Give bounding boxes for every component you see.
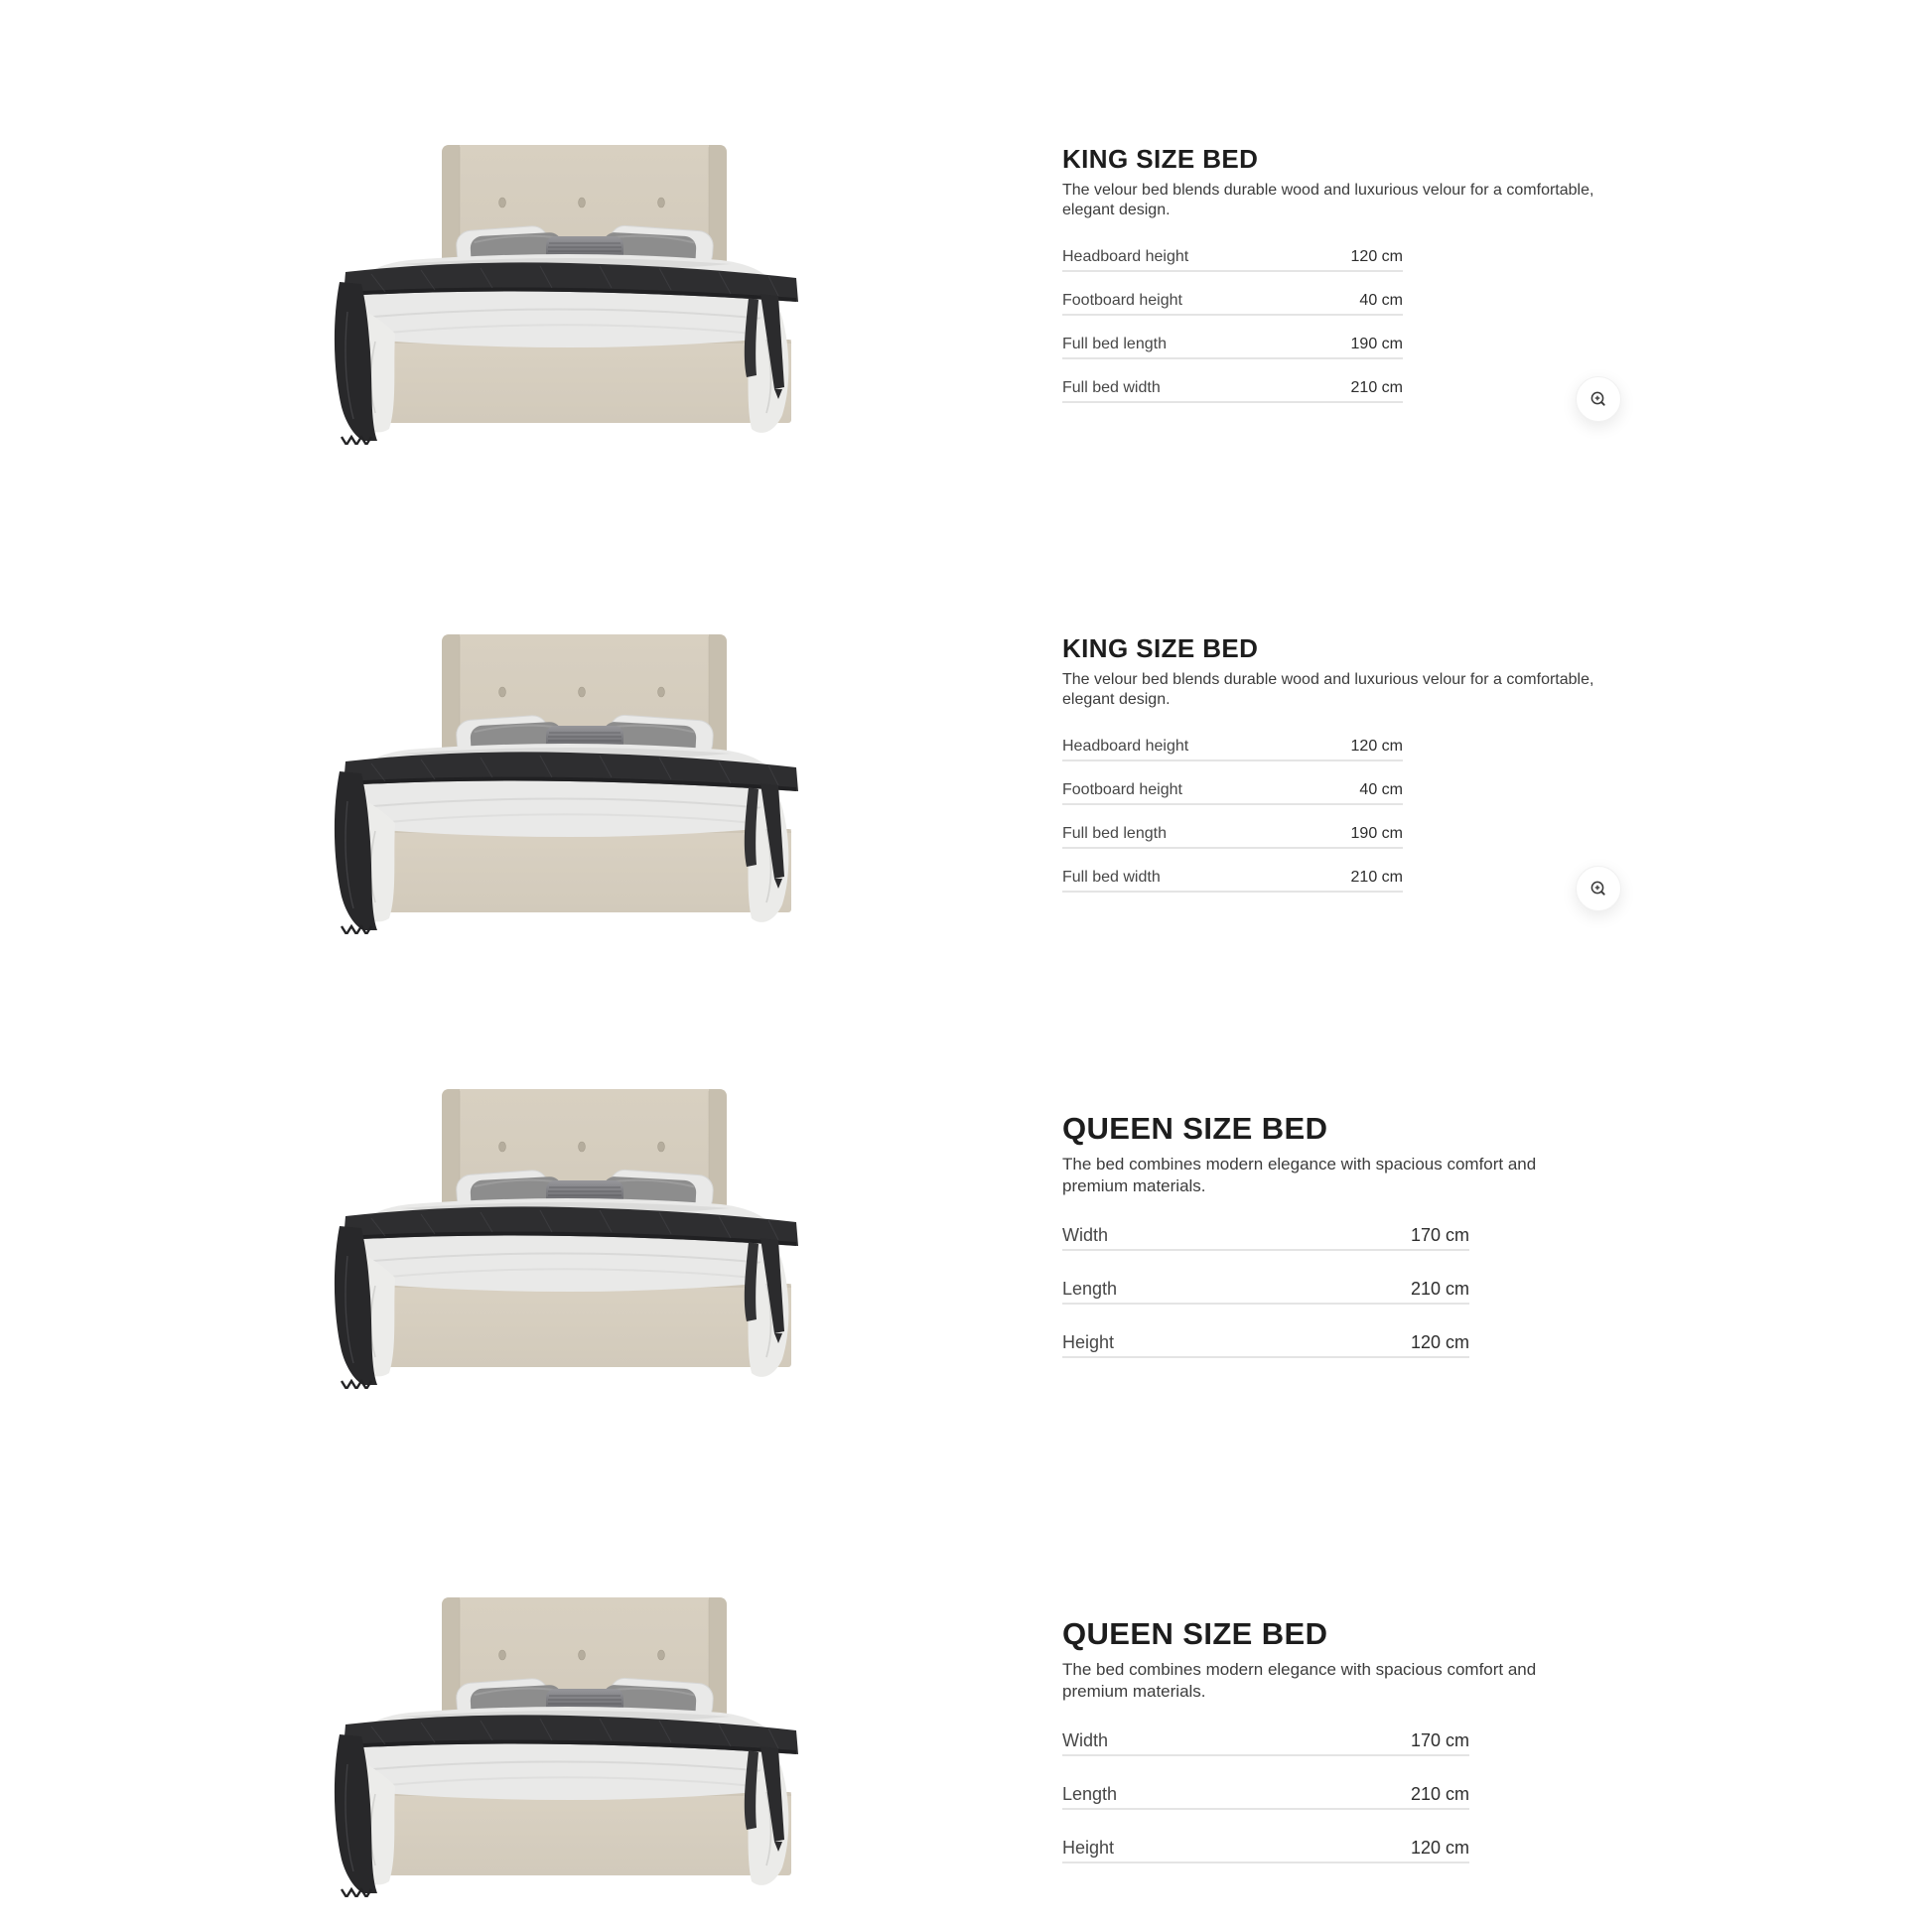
spec-row <box>1062 868 1403 893</box>
spec-value: 210 cm <box>1410 1784 1469 1804</box>
spec-value: 210 cm <box>1350 379 1403 396</box>
spec-value: 190 cm <box>1350 825 1403 842</box>
product-title: KING SIZE BED <box>1062 633 1259 663</box>
product-info <box>1062 634 1643 911</box>
spec-row <box>1062 247 1403 272</box>
product-description: The bed combines modern elegance with spacious comfort and premium materials. <box>1062 1155 1537 1195</box>
spec-row <box>1062 737 1403 761</box>
product-description: The velour bed blends durable wood and luxurious velour for a comfortable, elegant design. <box>1062 182 1594 218</box>
product-title: KING SIZE BED <box>1062 144 1259 174</box>
spec-row <box>1062 780 1403 805</box>
spec-row <box>1062 378 1403 403</box>
product-description: The bed combines modern elegance with spacious comfort and premium materials. <box>1062 1660 1537 1701</box>
spec-value: 40 cm <box>1359 781 1403 798</box>
bed-product-image <box>332 1595 808 1897</box>
spec-label: Height <box>1062 1838 1115 1858</box>
spec-label: Length <box>1062 1279 1118 1299</box>
spec-value: 40 cm <box>1359 292 1403 309</box>
zoom-in-button[interactable] <box>1576 866 1621 911</box>
spec-value: 120 cm <box>1350 248 1403 265</box>
magnifier-plus-icon <box>1588 879 1608 898</box>
spec-row <box>1062 1331 1469 1358</box>
spec-value: 120 cm <box>1410 1332 1469 1352</box>
spec-label: Footboard height <box>1062 292 1182 309</box>
spec-label: Length <box>1062 1784 1118 1804</box>
spec-label: Full bed width <box>1062 869 1161 886</box>
spec-label: Width <box>1062 1730 1109 1750</box>
spec-row <box>1062 1224 1469 1251</box>
bed-product-image <box>332 1087 808 1389</box>
spec-label: Full bed width <box>1062 379 1161 396</box>
spec-label: Headboard height <box>1062 738 1189 755</box>
spec-row <box>1062 335 1403 359</box>
product-description: The velour bed blends durable wood and luxurious velour for a comfortable, elegant design. <box>1062 671 1594 708</box>
product-title: QUEEN SIZE BED <box>1062 1616 1328 1651</box>
spec-value: 120 cm <box>1350 738 1403 755</box>
spec-row <box>1062 824 1403 849</box>
spec-table <box>1062 247 1643 403</box>
spec-table <box>1062 1224 1564 1358</box>
product-info <box>1062 1617 1564 1890</box>
spec-row <box>1062 1729 1469 1756</box>
spec-value: 190 cm <box>1350 336 1403 352</box>
spec-label: Headboard height <box>1062 248 1189 265</box>
spec-row <box>1062 291 1403 316</box>
spec-row <box>1062 1278 1469 1305</box>
product-info <box>1062 1112 1564 1385</box>
spec-label: Height <box>1062 1332 1115 1352</box>
spec-table <box>1062 737 1643 893</box>
spec-row <box>1062 1783 1469 1810</box>
spec-value: 170 cm <box>1410 1225 1469 1245</box>
spec-label: Footboard height <box>1062 781 1182 798</box>
spec-label: Full bed length <box>1062 336 1167 352</box>
spec-value: 120 cm <box>1410 1838 1469 1858</box>
bed-product-image <box>332 143 808 445</box>
spec-row <box>1062 1837 1469 1863</box>
zoom-in-button[interactable] <box>1576 376 1621 422</box>
spec-table <box>1062 1729 1564 1863</box>
spec-value: 210 cm <box>1350 869 1403 886</box>
spec-value: 210 cm <box>1410 1279 1469 1299</box>
bed-product-image <box>332 632 808 934</box>
spec-label: Width <box>1062 1225 1109 1245</box>
product-title: QUEEN SIZE BED <box>1062 1111 1328 1146</box>
spec-value: 170 cm <box>1410 1730 1469 1750</box>
magnifier-plus-icon <box>1588 389 1608 409</box>
product-info <box>1062 145 1643 422</box>
spec-label: Full bed length <box>1062 825 1167 842</box>
